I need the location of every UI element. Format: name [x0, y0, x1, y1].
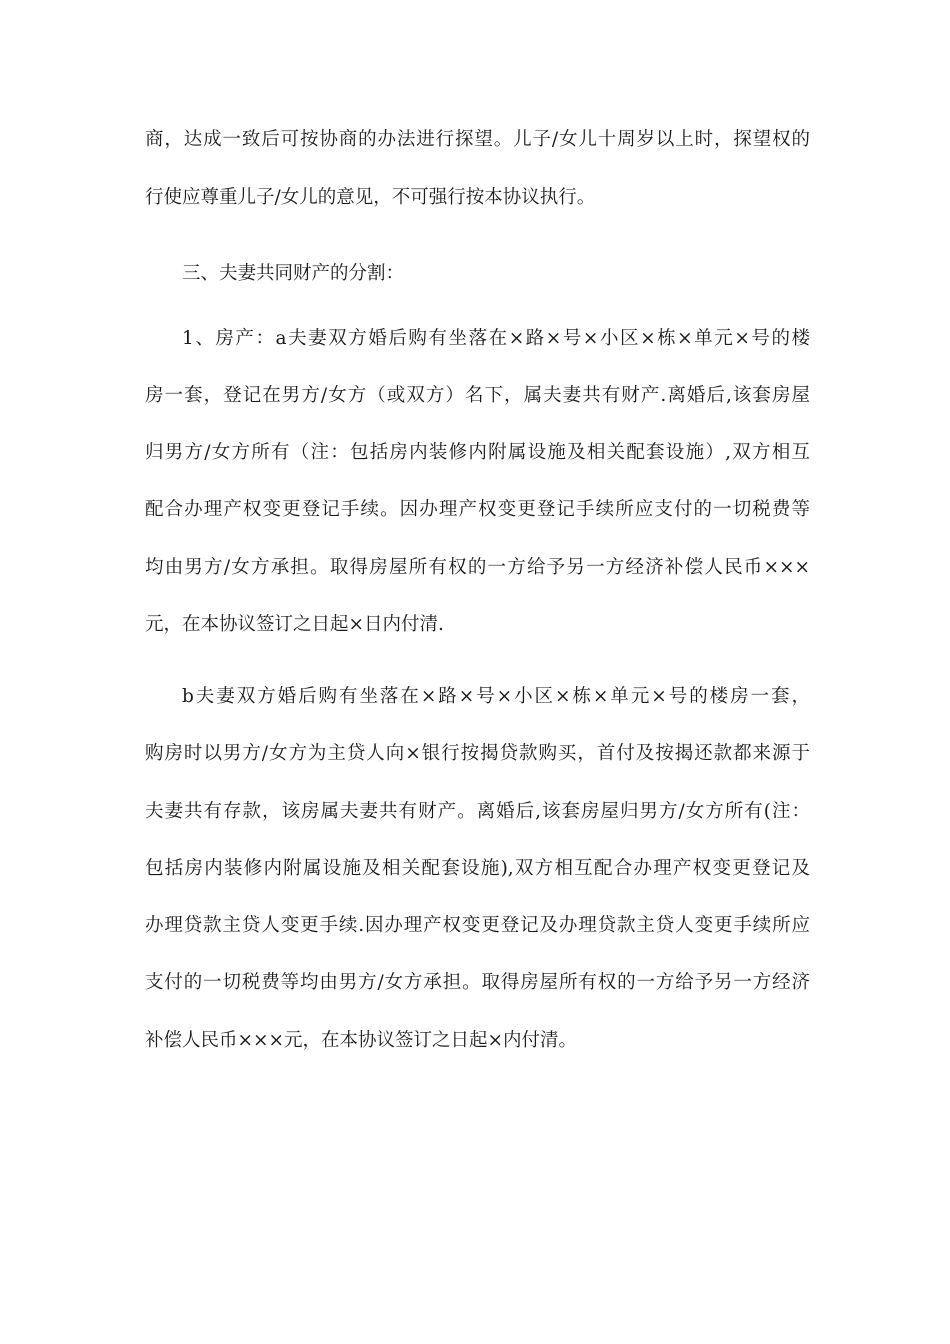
text-line: 支付的一切税费等均由男方/女方承担。取得房屋所有权的一方给予另一方经济 — [145, 972, 810, 993]
text-line: 1、房产：a夫妻双方婚后购有坐落在×路×号×小区×栋×单元×号的楼 — [182, 328, 810, 349]
text-line: 商，达成一致后可按协商的办法进行探望。儿子/女儿十周岁以上时，探望权的 — [145, 129, 810, 150]
text-line: 房一套，登记在男方/女方（或双方）名下，属夫妻共有财产.离婚后,该套房屋 — [145, 385, 810, 406]
text-line: 归男方/女方所有（注：包括房内装修内附属设施及相关配套设施）,双方相互 — [145, 442, 810, 463]
text-line: 均由男方/女方承担。取得房屋所有权的一方给予另一方经济补偿人民币××× — [145, 557, 810, 578]
text-line: 办理贷款主贷人变更手续.因办理产权变更登记及办理贷款主贷人变更手续所应 — [145, 915, 810, 936]
text-line: 包括房内装修内附属设施及相关配套设施),双方相互配合办理产权变更登记及 — [145, 858, 810, 879]
text-line: 补偿人民币×××元，在本协议签订之日起×内付清。 — [145, 1030, 578, 1051]
text-line: 元，在本协议签订之日起×日内付清. — [145, 614, 444, 635]
text-line: 购房时以男方/女方为主贷人向×银行按揭贷款购买，首付及按揭还款都来源于 — [145, 743, 810, 764]
text-line: 夫妻共有存款，该房属夫妻共有财产。离婚后,该套房屋归男方/女方所有(注： — [145, 801, 810, 822]
text-line: b夫妻双方婚后购有坐落在×路×号×小区×栋×单元×号的楼房一套， — [182, 686, 810, 707]
section-heading: 三、夫妻共同财产的分割： — [182, 263, 405, 284]
text-line: 配合办理产权变更登记手续。因办理产权变更登记手续所应支付的一切税费等 — [145, 499, 810, 520]
text-line: 行使应尊重儿子/女儿的意见，不可强行按本协议执行。 — [145, 187, 596, 208]
